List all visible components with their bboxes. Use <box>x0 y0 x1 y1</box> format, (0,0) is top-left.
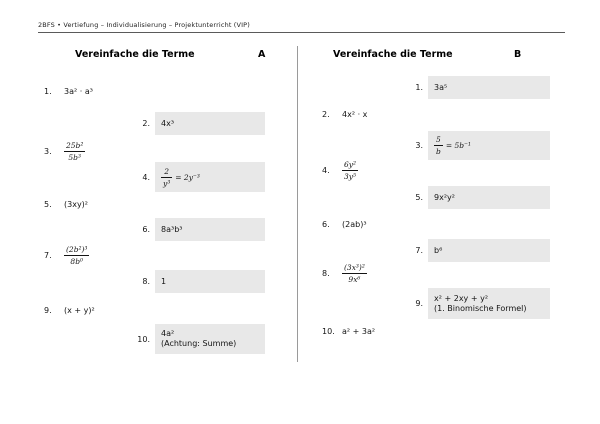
fraction-part: (2b²)³ <box>66 245 88 254</box>
answer-box <box>428 186 550 209</box>
answer-expression <box>161 329 236 349</box>
term-expression <box>342 160 358 181</box>
term-item <box>44 141 85 162</box>
item-number: 8. <box>322 269 330 278</box>
equation-suffix: = 2y⁻³ <box>175 172 200 182</box>
answer-box <box>428 131 550 160</box>
item-number: 5. <box>44 200 52 209</box>
answer-box <box>155 162 265 192</box>
term-expression: (2ab)³ <box>342 220 367 229</box>
item-number: 9. <box>44 306 52 315</box>
answer-box <box>428 239 550 262</box>
fraction-part: 2 <box>164 166 170 176</box>
term-expression: 4x² · x <box>342 110 368 119</box>
fraction-part: 5b³ <box>68 153 81 162</box>
equation-suffix: = 5b⁻¹ <box>445 141 472 150</box>
fraction-part <box>161 177 172 178</box>
fraction-part: 5 <box>436 135 441 144</box>
fraction-part: b <box>436 147 441 156</box>
term-expression <box>64 245 89 266</box>
answer-item <box>399 239 550 262</box>
item-number: 1. <box>415 83 423 92</box>
fraction-part: (3x³)² <box>344 263 365 272</box>
answer-expression <box>161 167 200 188</box>
term-item <box>322 220 367 229</box>
answer-box <box>155 112 265 135</box>
item-number: 7. <box>44 251 52 260</box>
answer-item <box>399 76 550 99</box>
fraction <box>161 167 172 188</box>
fraction-part: 25b² <box>66 141 84 150</box>
term-item <box>322 263 367 284</box>
column-a-letter: A <box>258 49 266 60</box>
term-item <box>44 87 93 96</box>
header-rule <box>38 32 565 33</box>
column-b-letter: B <box>514 49 522 60</box>
answer-expression: 3a⁵ <box>434 83 448 92</box>
item-number: 2. <box>142 119 150 128</box>
answer-item <box>126 324 265 354</box>
answer-item <box>399 186 550 209</box>
fraction-part <box>64 151 85 152</box>
answer-expression: 9x²y² <box>434 193 455 202</box>
fraction <box>64 141 85 162</box>
answer-item <box>126 162 265 192</box>
answer-box <box>155 324 265 354</box>
answer-expression <box>434 135 471 156</box>
document-header: 2BFS • Vertiefung – Individualisierung – Projektunterricht (VIP) <box>38 21 250 29</box>
term-expression <box>64 141 85 162</box>
term-expression: (x + y)² <box>64 306 95 315</box>
answer-item <box>126 218 265 241</box>
item-number: 7. <box>415 246 423 255</box>
item-number: 6. <box>322 220 330 229</box>
item-number: 3. <box>415 141 423 150</box>
answer-expression: 4x³ <box>161 119 175 128</box>
fraction-part: 8b⁰ <box>70 257 84 266</box>
term-item <box>44 306 95 315</box>
answer-note: (1. Binomische Formel) <box>434 303 527 313</box>
item-number: 2. <box>322 110 330 119</box>
fraction-part: 3y⁵ <box>344 172 357 181</box>
fraction <box>64 245 89 266</box>
answer-expression: 1 <box>161 277 167 286</box>
answer-box <box>155 218 265 241</box>
fraction-part: 9x⁶ <box>348 275 361 284</box>
item-number: 10. <box>137 334 150 344</box>
answer-text: x² + 2xy + y² <box>434 293 489 303</box>
fraction-part: 6y² <box>344 160 357 169</box>
term-expression <box>342 263 367 284</box>
answer-expression: 8a³b³ <box>161 225 183 234</box>
item-number: 6. <box>142 225 150 234</box>
term-expression: a² + 3a² <box>342 327 376 336</box>
item-number: 4. <box>142 172 150 182</box>
column-b-title: Vereinfache die Terme <box>333 49 453 60</box>
answer-item <box>399 131 550 160</box>
fraction-part <box>434 145 443 146</box>
answer-item <box>126 270 265 293</box>
item-number: 5. <box>415 193 423 202</box>
answer-box <box>155 270 265 293</box>
answer-expression <box>434 294 527 314</box>
column-a-title: Vereinfache die Terme <box>75 49 195 60</box>
fraction <box>434 135 443 156</box>
answer-box <box>428 76 550 99</box>
answer-item <box>399 288 550 319</box>
answer-note: (Achtung: Summe) <box>161 339 237 348</box>
fraction <box>342 263 367 284</box>
item-number: 10. <box>322 327 335 336</box>
answer-box <box>428 288 550 319</box>
fraction-part <box>342 170 358 171</box>
item-number: 8. <box>142 277 150 286</box>
item-number: 9. <box>415 299 423 308</box>
fraction-part <box>342 273 367 274</box>
term-item <box>322 327 375 336</box>
term-expression: (3xy)² <box>64 200 89 209</box>
item-number: 1. <box>44 87 52 96</box>
item-number: 4. <box>322 166 330 175</box>
fraction-part: y³ <box>163 178 171 188</box>
term-item <box>44 245 89 266</box>
answer-text: 4a² <box>161 329 175 338</box>
fraction <box>342 160 358 181</box>
fraction-part <box>64 255 89 256</box>
term-item <box>322 160 358 181</box>
term-item <box>322 110 367 119</box>
term-expression: 3a² · a³ <box>64 87 93 96</box>
answer-item <box>126 112 265 135</box>
term-item <box>44 200 88 209</box>
column-divider <box>297 46 298 362</box>
answer-expression: b⁶ <box>434 246 443 255</box>
item-number: 3. <box>44 147 52 156</box>
